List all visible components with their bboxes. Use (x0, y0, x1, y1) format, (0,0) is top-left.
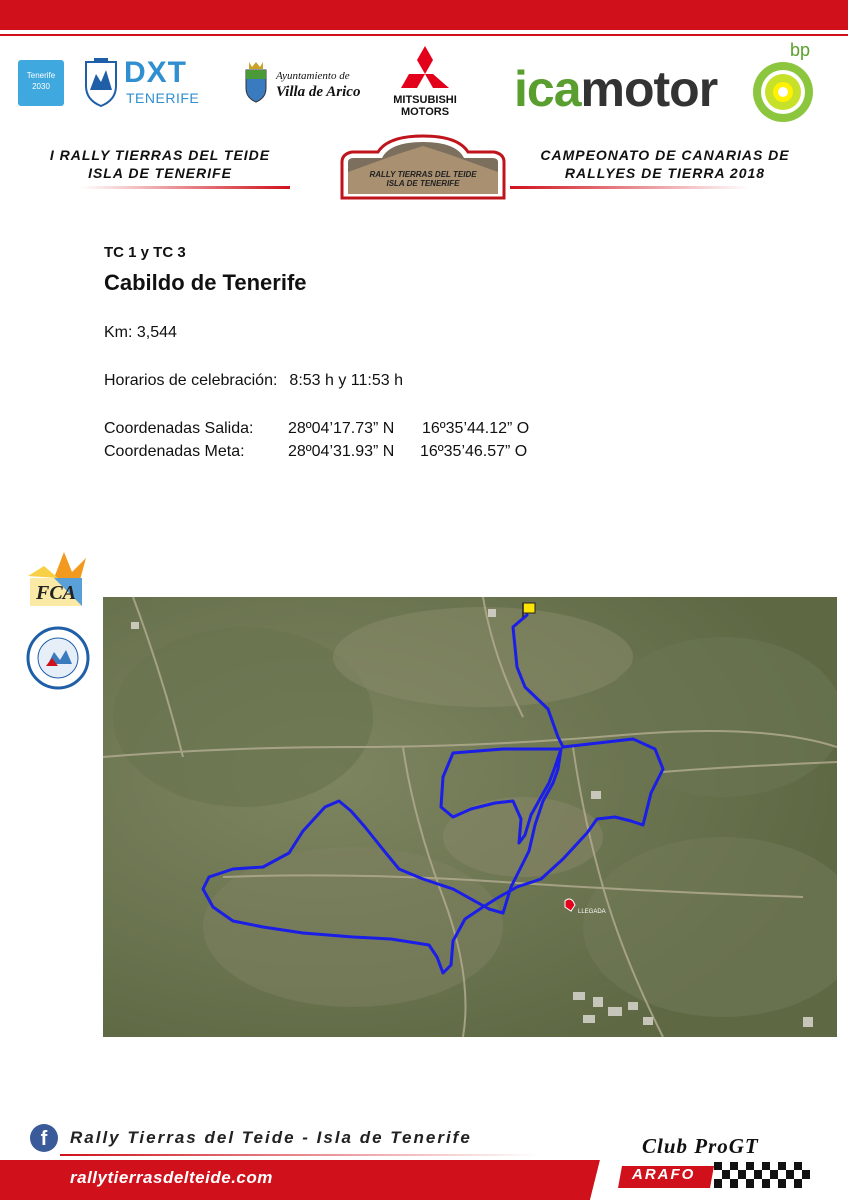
club-progt-logo (618, 1132, 818, 1190)
finish-coordinates-label: Coordenadas Meta: (104, 443, 245, 460)
fca-logo (24, 548, 92, 610)
rally-title-underline (80, 186, 290, 189)
championship-title-line-1: CAMPEONATO DE CANARIAS DE (540, 147, 790, 163)
stage-times-label: Horarios de celebración: (104, 372, 278, 389)
footer-underline (60, 1154, 540, 1156)
dxt-subtext: TENERIFE (126, 90, 200, 106)
icamotor-motor: motor (580, 61, 718, 117)
top-red-bar (0, 0, 848, 30)
mitsubishi-text (387, 94, 463, 118)
arico-logo-text (276, 70, 360, 101)
footer-website-link[interactable]: rallytierrasdelteide.com (70, 1168, 273, 1187)
federation-logo (26, 626, 90, 690)
start-coordinates (104, 420, 529, 438)
championship-title-underline (510, 186, 750, 189)
start-coordinates-label: Coordenadas Salida: (104, 420, 254, 437)
rally-title-line-2: ISLA DE TENERIFE (88, 165, 232, 181)
dxt-text: DXT (124, 56, 187, 89)
finish-latitude: 28º04’31.93” N (288, 443, 395, 460)
arico-line-1: Ayuntamiento de (276, 70, 350, 82)
fca-text: FCA (36, 582, 77, 604)
bp-text: bp (790, 40, 811, 60)
stage-times-value: 8:53 h y 11:53 h (289, 372, 403, 389)
rally-title-line-1: I RALLY TIERRAS DEL TEIDE (49, 147, 271, 163)
plate-line-1: RALLY TIERRAS DEL TEIDE (369, 170, 477, 179)
tenerife-2030-logo (18, 60, 64, 106)
mitsubishi-logo (387, 44, 463, 124)
stage-route-map (103, 597, 837, 1037)
plate-line-2: ISLA DE TENERIFE (386, 179, 460, 188)
top-divider (0, 30, 848, 36)
cabildo-logo (80, 56, 122, 110)
finish-marker-label: LLEGADA (578, 909, 606, 915)
mitsubishi-line-2: MOTORS (400, 106, 450, 118)
start-longitude: 16º35’44.12” O (422, 420, 530, 437)
bp-helios-icon (750, 58, 820, 128)
stage-distance: Km: 3,544 (104, 324, 177, 341)
start-latitude: 28º04’17.73” N (288, 420, 395, 437)
stage-name: Cabildo de Tenerife (104, 270, 307, 295)
club-name: Club ProGT (642, 1134, 759, 1158)
stage-code: TC 1 y TC 3 (104, 244, 186, 261)
mitsubishi-diamonds-icon (387, 44, 463, 92)
mitsubishi-line-1: MITSUBISHI (393, 94, 457, 106)
arico-shield-icon (243, 60, 269, 104)
stage-times (104, 372, 403, 390)
rally-plate-logo (338, 132, 508, 200)
icamotor-ica: ica (514, 61, 581, 117)
bp-logo (750, 40, 820, 126)
rally-title (30, 146, 290, 182)
tenerife-2030-text: Tenerife 2030 (26, 71, 56, 91)
finish-longitude: 16º35’46.57” O (420, 443, 528, 460)
championship-title (520, 146, 810, 182)
club-city: ARAFO (632, 1166, 696, 1183)
finish-coordinates (104, 443, 527, 461)
checkered-flag-icon (714, 1162, 814, 1188)
championship-title-line-2: RALLYES DE TIERRA 2018 (564, 165, 766, 181)
footer-rally-name: Rally Tierras del Teide - Isla de Tenerife (70, 1128, 472, 1147)
facebook-icon[interactable]: f (30, 1124, 58, 1152)
icamotor-logo (514, 60, 717, 118)
dxt-tenerife-logo (124, 58, 214, 108)
arico-line-2: Villa de Arico (276, 84, 361, 100)
